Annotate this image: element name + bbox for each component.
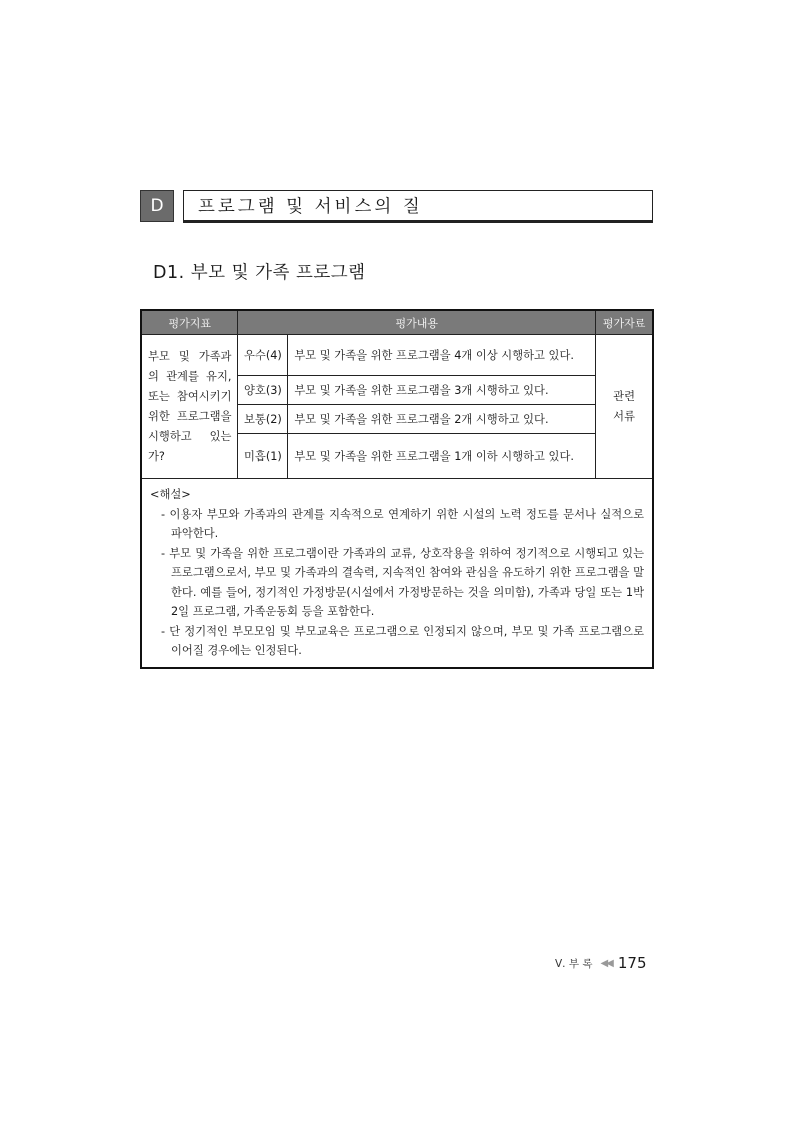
subsection-title: D1. 부모 및 가족 프로그램: [153, 263, 366, 283]
indicator-cell: 부모 및 가족과의 관계를 유지, 또는 참여시키기 위한 프로그램을 시행하고 있는가?: [141, 335, 238, 479]
header-material: 평가자료: [596, 310, 653, 335]
material-line1: 관련: [613, 389, 635, 403]
grade-cell: 우수(4): [238, 335, 288, 376]
content-cell: 부모 및 가족을 위한 프로그램을 3개 시행하고 있다.: [288, 376, 596, 405]
page-footer: [555, 954, 647, 972]
grade-cell: 보통(2): [238, 405, 288, 434]
evaluation-table: [140, 309, 654, 669]
grade-cell: 미흡(1): [238, 434, 288, 479]
commentary-item: - 이용자 부모와 가족과의 관계를 지속적으로 연계하기 위한 시설의 노력 정도를 문서나 실적으로 파악한다.: [161, 507, 644, 540]
material-cell: [596, 335, 653, 479]
commentary-item: - 부모 및 가족을 위한 프로그램이란 가족과의 교류, 상호작용을 위하여 정기적으로 시행되고 있는 프로그램으로서, 부모 및 가족과의 결속력, 지속적인 참여와 관심을 유도하기 위한 프로그램을 말한다. 예를 들어, 정기적인 가정방문(시설에서 가정방문하는 것을 의미함), 가족과 당일 또는 1박2일 프로그램, 가족운동회 등을 포함한다.: [161, 546, 644, 618]
content-cell: 부모 및 가족을 위한 프로그램을 1개 이하 시행하고 있다.: [288, 434, 596, 479]
table-row: [141, 335, 653, 376]
double-left-arrow-icon: ◀◀: [600, 957, 612, 969]
section-header: [140, 190, 652, 223]
header-indicator: 평가지표: [141, 310, 238, 335]
content-cell: 부모 및 가족을 위한 프로그램을 2개 시행하고 있다.: [288, 405, 596, 434]
footer-chapter: Ⅴ. 부 록: [555, 957, 593, 970]
commentary-item: - 단 정기적인 부모모임 및 부모교육은 프로그램으로 인정되지 않으며, 부모 및 가족 프로그램으로 이어질 경우에는 인정된다.: [161, 624, 644, 657]
section-letter-badge: D: [140, 190, 174, 222]
grade-cell: 양호(3): [238, 376, 288, 405]
commentary-cell: [141, 479, 653, 668]
table-header-row: [141, 310, 653, 335]
section-title: 프로그램 및 서비스의 질: [183, 190, 653, 223]
header-content: 평가내용: [238, 310, 596, 335]
material-line2: 서류: [613, 409, 635, 423]
page-number: 175: [617, 954, 647, 972]
content-cell: 부모 및 가족을 위한 프로그램을 4개 이상 시행하고 있다.: [288, 335, 596, 376]
commentary-label: <해설>: [150, 488, 191, 501]
commentary-row: [141, 479, 653, 668]
